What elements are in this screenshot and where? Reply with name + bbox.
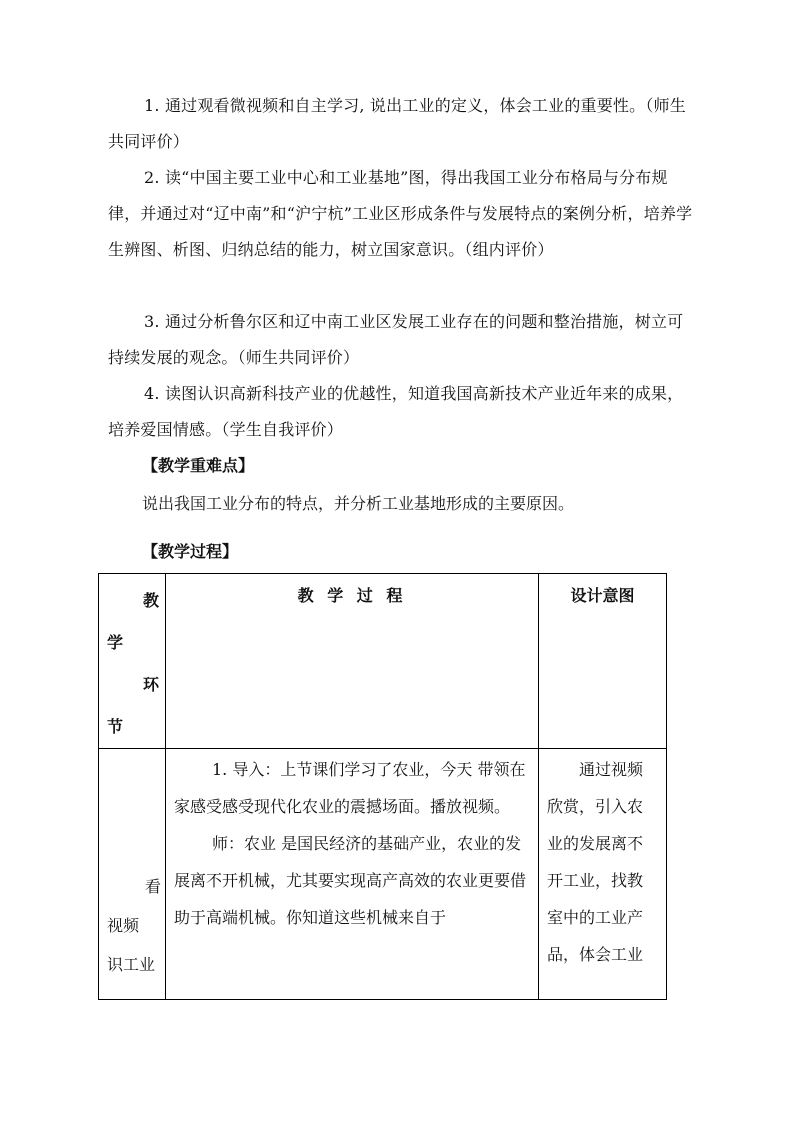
stage-line: 视频 [107, 916, 140, 935]
intent-cell [539, 749, 667, 1000]
key-points-text: 说出我国工业分布的特点，并分析工业基地形成的主要原因。 [142, 494, 575, 513]
stage-cell [99, 749, 166, 1000]
process-paragraph: 1. 导入：上节课们学习了农业，今天 带领在家感受感受现代化农业的震撼场面。播放视频。 [174, 760, 526, 816]
objective-4: 4. 读图认识高新科技产业的优越性，知道我国高新技术产业近年来的成果，培养爱国情感。（学生自我评价） [108, 384, 684, 439]
objective-3: 3. 通过分析鲁尔区和辽中南工业区发展工业存在的问题和整治措施，树立可持续发展的观念。（师生共同评价） [108, 312, 684, 367]
table-header-row [99, 574, 667, 749]
header-stage-char: 教 [142, 591, 159, 610]
header-stage-char: 环 [142, 675, 159, 694]
stage-line: 看 [144, 877, 161, 896]
process-paragraph: 师：农业 是国民经济的基础产业，农业的发展离不开机械，尤其要实现高产高效的农业更要借助于高端机械。你知道这些机械来自于 [174, 834, 527, 927]
intent-text: 通过视频欣赏，引入农业的发展离不开工业，找教室中的工业产品，体会工业 [547, 760, 644, 964]
table-row [99, 749, 667, 1000]
header-stage-char: 节 [107, 717, 124, 736]
teaching-process-table [98, 573, 667, 1000]
header-stage-cell [99, 574, 166, 749]
header-process-cell [166, 574, 539, 749]
header-process-label: 教 学 过 程 [297, 586, 407, 605]
stage-line: 识工业 [107, 955, 156, 974]
header-stage-char: 学 [107, 633, 124, 652]
key-points-heading: 【教学重难点】 [142, 456, 255, 475]
header-intent-cell [539, 574, 667, 749]
process-heading: 【教学过程】 [142, 542, 239, 561]
objective-2: 2. 读“中国主要工业中心和工业基地”图，得出我国工业分布格局与分布规律，并通过对“辽中南”和“沪宁杭”工业区形成条件与发展特点的案例分析，培养学生辨图、析图、归纳总结的能力，树立国家意识。（组内评价） [108, 168, 693, 259]
header-intent-label: 设计意图 [570, 586, 635, 605]
objective-1: 1. 通过观看微视频和自主学习, 说出工业的定义，体会工业的重要性。（师生共同评价） [108, 96, 686, 151]
process-cell [166, 749, 539, 1000]
